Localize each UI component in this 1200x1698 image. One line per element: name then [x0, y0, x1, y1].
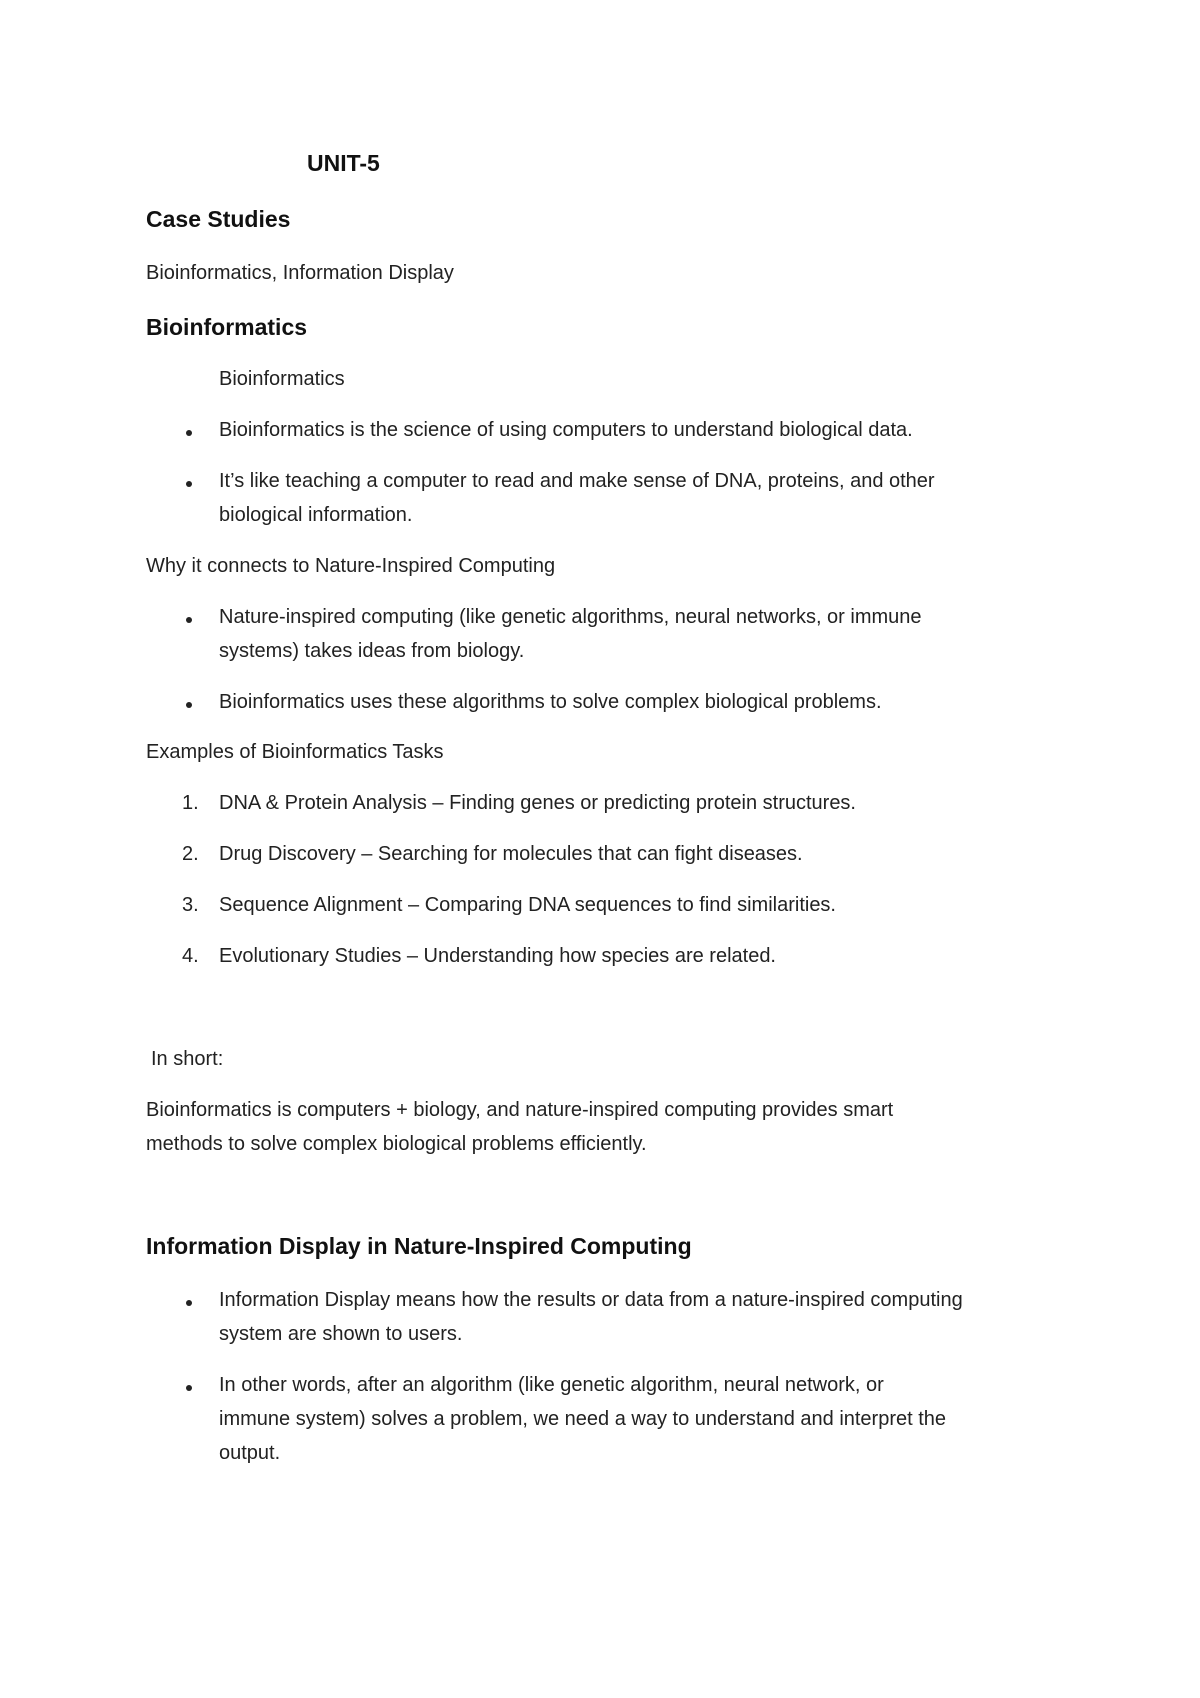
list-item-continuation: immune system) solves a problem, we need a way to understand and interpret the	[219, 1408, 947, 1430]
list-number: 4.	[182, 945, 199, 967]
list-number: 3.	[182, 894, 199, 916]
list-item-continuation: biological information.	[219, 504, 413, 526]
case-studies-heading: Case Studies	[146, 206, 291, 232]
list-item: Nature-inspired computing (like genetic algorithms, neural networks, or immune	[219, 606, 922, 628]
bioinformatics-label: Bioinformatics	[219, 368, 345, 390]
list-item-continuation: systems) takes ideas from biology.	[219, 640, 525, 662]
bullet-icon	[186, 481, 192, 487]
list-item-continuation: output.	[219, 1442, 281, 1464]
list-item: Drug Discovery – Searching for molecules that can fight diseases.	[219, 843, 803, 865]
list-item: DNA & Protein Analysis – Finding genes or predicting protein structures.	[219, 792, 856, 814]
case-studies-subtitle: Bioinformatics, Information Display	[146, 262, 454, 284]
list-number: 1.	[182, 792, 199, 814]
list-item-continuation: system are shown to users.	[219, 1323, 463, 1345]
info-display-heading: Information Display in Nature-Inspired Computing	[146, 1233, 692, 1259]
bullet-icon	[186, 702, 192, 708]
bullet-icon	[186, 1385, 192, 1391]
unit-title: UNIT-5	[307, 150, 380, 176]
bullet-icon	[186, 430, 192, 436]
bullet-icon	[186, 617, 192, 623]
list-item: Sequence Alignment – Comparing DNA sequences to find similarities.	[219, 894, 836, 916]
examples-heading: Examples of Bioinformatics Tasks	[146, 741, 444, 763]
in-short-line: methods to solve complex biological problems efficiently.	[146, 1133, 647, 1155]
bullet-icon	[186, 1300, 192, 1306]
in-short-line: Bioinformatics is computers + biology, and nature-inspired computing provides smart	[146, 1099, 894, 1121]
why-heading: Why it connects to Nature-Inspired Computing	[146, 555, 556, 577]
list-item: In other words, after an algorithm (like genetic algorithm, neural network, or	[219, 1374, 884, 1396]
list-item: Evolutionary Studies – Understanding how species are related.	[219, 945, 776, 967]
list-item: Bioinformatics is the science of using computers to understand biological data.	[219, 419, 913, 441]
list-item: It’s like teaching a computer to read and make sense of DNA, proteins, and other	[219, 470, 935, 492]
bioinformatics-heading: Bioinformatics	[146, 314, 308, 340]
in-short-label: In short:	[151, 1048, 224, 1070]
list-number: 2.	[182, 843, 199, 865]
list-item: Bioinformatics uses these algorithms to solve complex biological problems.	[219, 691, 882, 713]
list-item: Information Display means how the results or data from a nature-inspired computing	[219, 1289, 963, 1311]
